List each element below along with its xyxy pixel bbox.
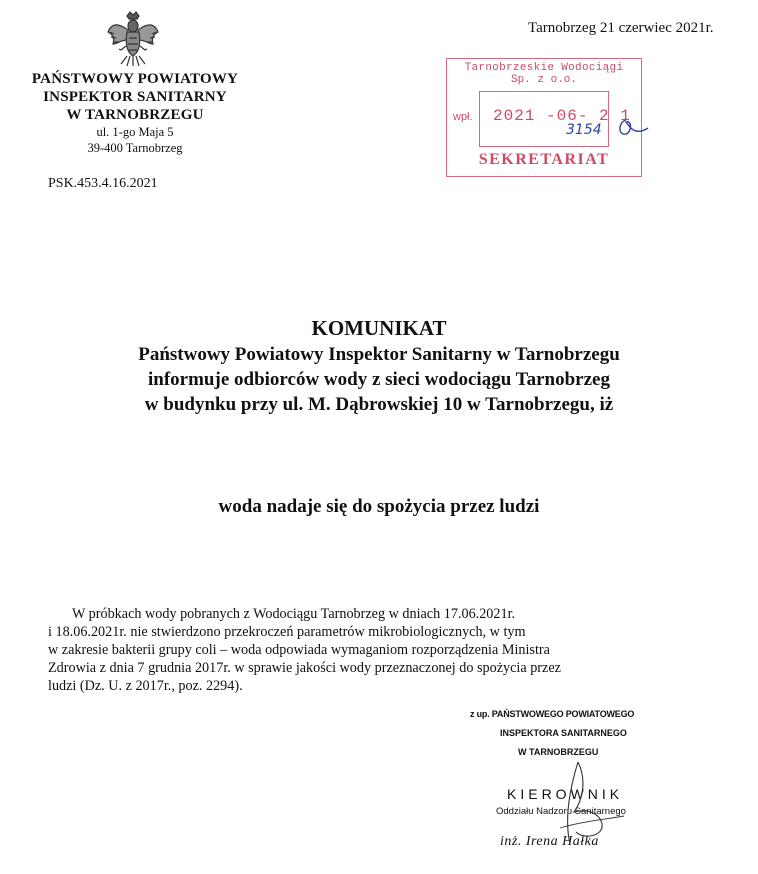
stamp-department: SEKRETARIAT [478,151,610,168]
signature-authority-line: z up. PAŃSTWOWEGO POWIATOWEGO [470,709,635,719]
address-line: ul. 1-go Maja 5 [96,125,174,139]
body-line: i 18.06.2021r. nie stwierdzono przekroczeń parametrów mikrobiologicznych, w tym [48,624,526,640]
signatory-role: KIEROWNIK [507,786,624,802]
body-line: w zakresie bakterii grupy coli – woda odpowiada wymaganiom rozporządzenia Ministra [48,642,550,658]
stamp-company-form: Sp. z o.o. [510,74,577,86]
signature-authority-line: W TARNOBRZEGU [518,747,599,757]
notice-line: Państwowy Powiatowy Inspektor Sanitarny w Tarnobrzegu [138,344,620,365]
eagle-emblem-icon [105,10,161,68]
notice-title: KOMUNIKAT [311,316,447,340]
stamp-received-date: 2021 -06- 2 1 [493,107,631,125]
handwritten-entry-number: 3154 [566,122,602,138]
stamp-received-label: wpł. [453,111,473,123]
handwritten-signature-icon [540,758,630,858]
place-date: Tarnobrzeg 21 czerwiec 2021r. [528,20,714,36]
received-stamp [446,58,642,177]
reference-number: PSK.453.4.16.2021 [48,176,158,191]
issuer-line: PAŃSTWOWY POWIATOWY [31,71,239,87]
issuer-line: INSPEKTOR SANITARNY [43,89,227,105]
stamp-company: Tarnobrzeskie Wodociągi [464,62,624,74]
signature-authority-line: INSPEKTORA SANITARNEGO [500,728,627,738]
signatory-name: inż. Irena Hałka [500,834,599,849]
signatory-department: Oddziału Nadzoru Sanitarnego [496,806,626,817]
address-line: 39-400 Tarnobrzeg [87,141,183,155]
notice-line: informuje odbiorców wody z sieci wodociągu Tarnobrzeg [148,369,610,390]
handwritten-initials-icon [616,114,654,140]
notice-verdict: woda nadaje się do spożycia przez ludzi [218,496,540,517]
issuer-line: W TARNOBRZEGU [66,107,204,123]
issuer-block [12,70,258,156]
body-line: Zdrowia z dnia 7 grudnia 2017r. w sprawie jakości wody przeznaczonej do spożycia przez [48,660,561,676]
notice-line: w budynku przy ul. M. Dąbrowskiej 10 w Tarnobrzegu, iż [144,394,614,415]
body-paragraph [48,605,694,695]
body-line: ludzi (Dz. U. z 2017r., poz. 2294). [48,678,243,694]
body-line: W próbkach wody pobranych z Wodociągu Tarnobrzeg w dniach 17.06.2021r. [72,606,516,622]
